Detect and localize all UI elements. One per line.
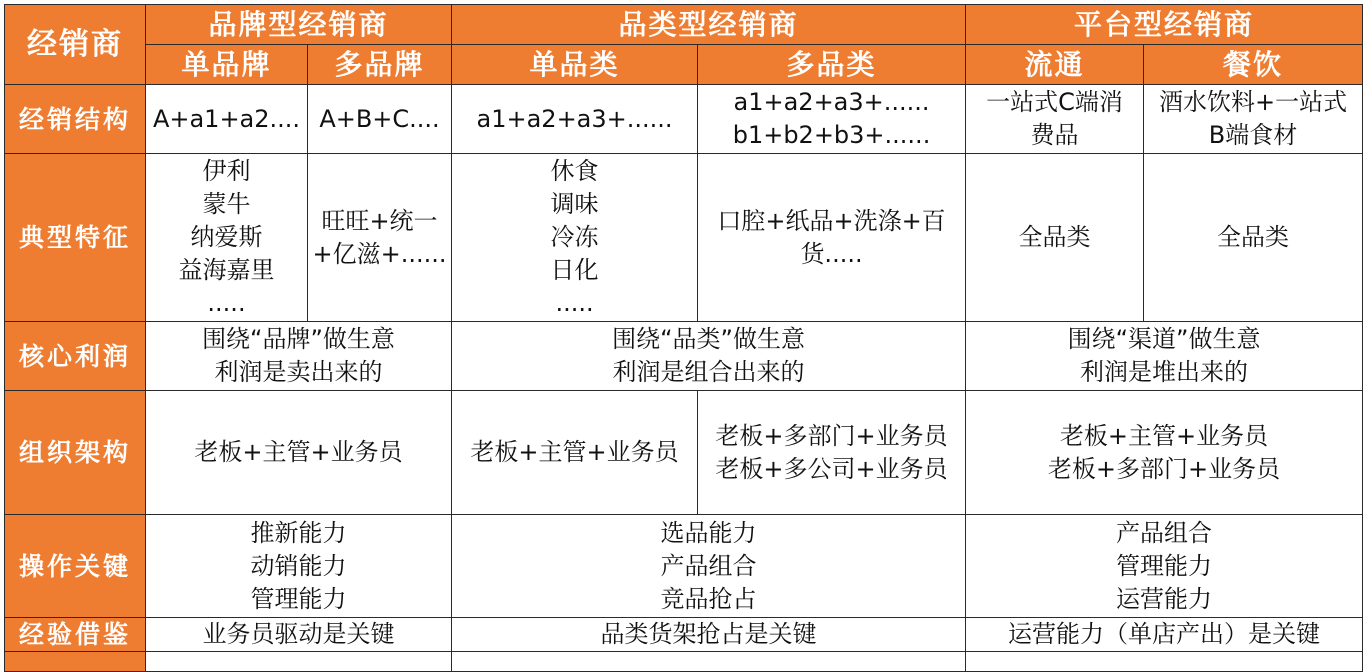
row-label-structure: 经销结构 (5, 85, 146, 154)
row-label-operation: 操作关键 (5, 515, 146, 618)
operation-brand: 推新能力 动销能力 管理能力 (146, 515, 452, 618)
experience-platform: 运营能力（单店产出）是关键 (966, 618, 1363, 652)
profit-brand: 围绕“品牌”做生意 利润是卖出来的 (146, 322, 452, 391)
subheader-single-category: 单品类 (452, 45, 698, 85)
features-single-brand: 伊利 蒙牛 纳爱斯 益海嘉里 ..... (146, 154, 308, 322)
structure-single-category: a1+a2+a3+...... (452, 85, 698, 154)
row-label-clipped (5, 652, 146, 672)
profit-category: 围绕“品类”做生意 利润是组合出来的 (452, 322, 966, 391)
structure-circulation: 一站式C端消 费品 (966, 85, 1144, 154)
organization-brand: 老板+主管+业务员 (146, 391, 452, 515)
profit-platform: 围绕“渠道”做生意 利润是堆出来的 (966, 322, 1363, 391)
subheader-multi-category: 多品类 (698, 45, 966, 85)
subheader-catering: 餐饮 (1144, 45, 1363, 85)
organization-single-category: 老板+主管+业务员 (452, 391, 698, 515)
experience-category: 品类货架抢占是关键 (452, 618, 966, 652)
group-header-category: 品类型经销商 (452, 5, 966, 45)
features-catering: 全品类 (1144, 154, 1363, 322)
structure-catering: 酒水饮料+一站式 B端食材 (1144, 85, 1363, 154)
row-label-experience: 经验借鉴 (5, 618, 146, 652)
row-label-profit: 核心利润 (5, 322, 146, 391)
group-header-platform: 平台型经销商 (966, 5, 1363, 45)
features-multi-category: 口腔+纸品+洗涤+百 货..... (698, 154, 966, 322)
organization-multi-category: 老板+多部门+业务员 老板+多公司+业务员 (698, 391, 966, 515)
features-multi-brand: 旺旺+统一 +亿滋+...... (308, 154, 452, 322)
subheader-circulation: 流通 (966, 45, 1144, 85)
group-header-brand: 品牌型经销商 (146, 5, 452, 45)
clipped-cell-platform (966, 652, 1363, 672)
operation-category: 选品能力 产品组合 竞品抢占 (452, 515, 966, 618)
features-circulation: 全品类 (966, 154, 1144, 322)
features-single-category: 休食 调味 冷冻 日化 ..... (452, 154, 698, 322)
operation-platform: 产品组合 管理能力 运营能力 (966, 515, 1363, 618)
subheader-multi-brand: 多品牌 (308, 45, 452, 85)
row-label-organization: 组织架构 (5, 391, 146, 515)
row-label-features: 典型特征 (5, 154, 146, 322)
experience-brand: 业务员驱动是关键 (146, 618, 452, 652)
subheader-single-brand: 单品牌 (146, 45, 308, 85)
organization-platform: 老板+主管+业务员 老板+多部门+业务员 (966, 391, 1363, 515)
dealer-comparison-table (4, 4, 1363, 672)
structure-single-brand: A+a1+a2.... (146, 85, 308, 154)
structure-multi-brand: A+B+C.... (308, 85, 452, 154)
clipped-cell-category (452, 652, 966, 672)
structure-multi-category: a1+a2+a3+...... b1+b2+b3+...... (698, 85, 966, 154)
corner-header: 经销商 (5, 5, 146, 85)
clipped-cell-brand (146, 652, 452, 672)
